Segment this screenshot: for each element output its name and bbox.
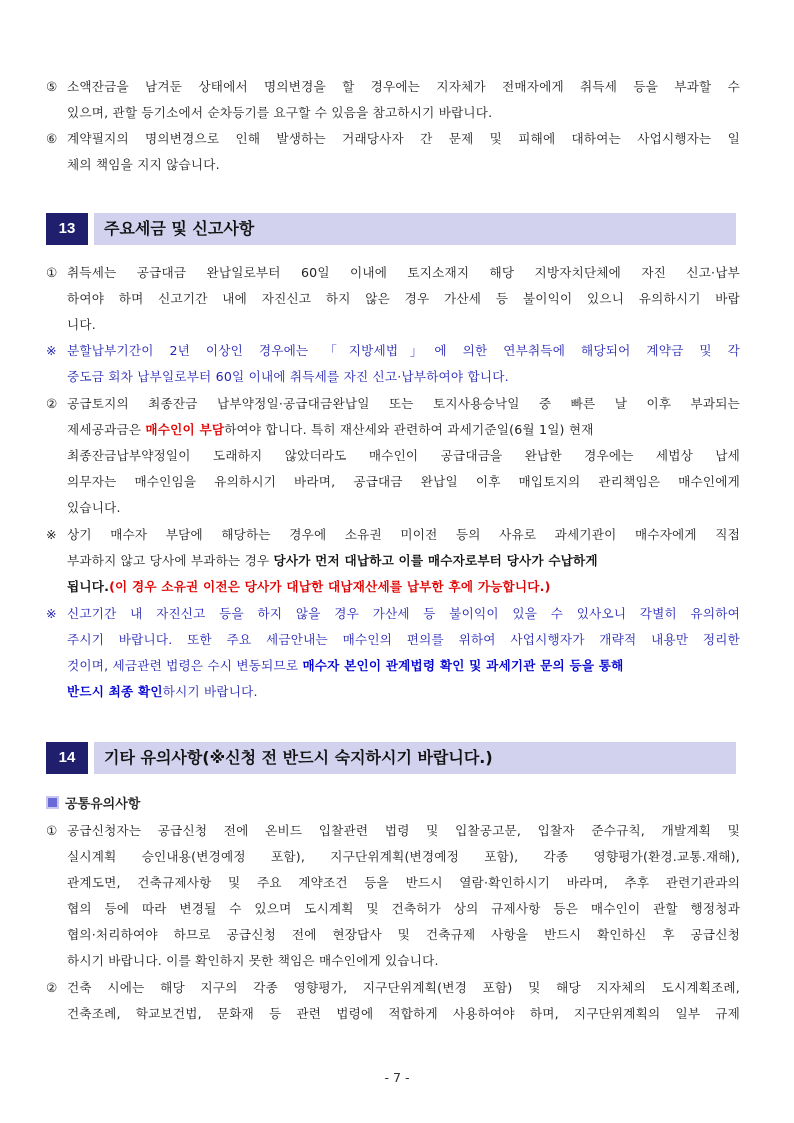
square-bullet-icon (46, 796, 59, 809)
item-text: 의무자는 매수인임을 유의하시기 바라며, 공급대금 완납일 이후 매입토지의 관리책임은 매수인에게 (67, 474, 740, 489)
note-text: 부과하지 않고 당사에 부과하는 경우 (67, 553, 274, 568)
item-mark: ① (46, 265, 58, 280)
item-text: 하여야 하며 신고기간 내에 자진신고 하지 않은 경우 가산세 등 불이익이 있으니 유의하시기 바랍 (67, 291, 740, 306)
item-text: 공급토지의 최종잔금 납부약정일·공급대금완납일 또는 토지사용승낙일 중 빠른 날 이후 부과되는 (67, 396, 740, 411)
item-text: 제세공과금은 (67, 422, 146, 437)
section-title: 주요세금 및 신고사항 (104, 219, 255, 238)
note-text-mixed (67, 552, 598, 570)
emphasis-text: 매수자 본인이 관계법령 확인 및 과세기관 문의 등을 통해 (302, 658, 624, 673)
note-text: 분할납부기간이 2년 이상인 경우에는 「지방세법」에 의한 연부취득에 해당되어 계약금 및 각 (67, 343, 740, 358)
item-text: 건축 시에는 해당 지구의 각종 영향평가, 지구단위계획(변경 포함) 및 해당 지자체의 도시계획조례, (67, 980, 740, 995)
item-text: 협의·처리하여야 하므로 공급신청 전에 현장답사 및 건축규제 사항을 반드시 확인하신 후 공급신청 (67, 927, 740, 942)
item-text: 하시기 바랍니다. 이를 확인하지 못한 책임은 매수인에게 있습니다. (67, 953, 439, 968)
emphasis-text: 당사가 먼저 대납하고 이를 매수자로부터 당사가 수납하게 (273, 553, 598, 568)
section-14-header (46, 742, 736, 774)
item-text: 체의 책임을 지지 않습니다. (67, 157, 220, 172)
item-text: 계약필지의 명의변경으로 인해 발생하는 거래당사자 간 문제 및 피해에 대하여는 사업시행자는 일 (67, 131, 740, 146)
section-number: 14 (46, 742, 88, 774)
item-mark: ⑤ (46, 79, 58, 94)
item-text: 있습니다. (67, 500, 121, 515)
note-mark: ※ (46, 606, 57, 621)
note-text-mixed (67, 683, 258, 701)
emphasis-text: 매수인이 부담 (145, 422, 225, 437)
item-text: 있으며, 관할 등기소에서 순차등기를 요구할 수 있음을 참고하시기 바랍니다. (67, 105, 493, 120)
item-text: 하여야 합니다. 특히 재산세와 관련하여 과세기준일(6월 1일) 현재 (224, 422, 594, 437)
item-text: 소액잔금을 남겨둔 상태에서 명의변경을 할 경우에는 지자체가 전매자에게 취득세 등을 부과할 수 (67, 79, 740, 94)
emphasis-text-red: (이 경우 소유권 이전은 당사가 대납한 대납재산세를 납부한 후에 가능합니다.) (109, 579, 551, 594)
emphasis-text: 반드시 최종 확인 (67, 684, 163, 699)
item-text: 실시계획 승인내용(변경예정 포함), 지구단위계획(변경예정 포함), 각종 영향평가(환경.교통.재해), (67, 849, 740, 864)
section-13-header (46, 213, 736, 245)
emphasis-text: 됩니다. (67, 579, 110, 594)
note-text: 신고기간 내 자진신고 등을 하지 않을 경우 가산세 등 불이익이 있을 수 있사오니 각별히 유의하여 (67, 606, 740, 621)
item-mark: ⑥ (46, 131, 58, 146)
item-text: 건축조례, 학교보건법, 문화재 등 관련 법령에 적합하게 사용하여야 하며, 지구단위계획의 일부 규제 (67, 1006, 740, 1021)
note-text-mixed (67, 578, 551, 596)
note-mark: ※ (46, 343, 57, 358)
item-mark: ② (46, 980, 58, 995)
note-text: 상기 매수자 부담에 해당하는 경우에 소유권 미이전 등의 사유로 과세기관이 매수자에게 직접 (67, 527, 740, 542)
section-title: 기타 유의사항(※신청 전 반드시 숙지하시기 바랍니다.) (104, 748, 493, 767)
item-text-mixed (67, 421, 594, 439)
item-text: 니다. (67, 317, 96, 332)
page-number: - 7 - (384, 1070, 410, 1085)
note-text: 것이며, 세금관련 법령은 수시 변동되므로 (67, 658, 303, 673)
item-text: 관계도면, 건축규제사항 및 주요 계약조건 등을 반드시 열람·확인하시기 바라며, 추후 관련기관과의 (67, 875, 740, 890)
item-text: 협의 등에 따라 변경될 수 있으며 도시계획 및 건축허가 상의 규제사항 등은 매수인이 관할 행정청과 (67, 901, 740, 916)
note-text-mixed (67, 657, 624, 675)
item-text: 공급신청자는 공급신청 전에 온비드 입찰관련 법령 및 입찰공고문, 입찰자 준수규칙, 개발계획 및 (67, 823, 740, 838)
item-text: 최종잔금납부약정일이 도래하지 않았더라도 매수인이 공급대금을 완납한 경우에는 세법상 납세 (67, 448, 740, 463)
subheading-text: 공통유의사항 (65, 797, 141, 812)
note-text: 중도금 회차 납부일로부터 60일 이내에 취득세를 자진 신고·납부하여야 합니다. (67, 369, 509, 384)
note-text: 주시기 바랍니다. 또한 주요 세금안내는 매수인의 편의를 위하여 사업시행자가 개략적 내용만 정리한 (67, 632, 740, 647)
section-number: 13 (46, 213, 88, 245)
item-mark: ② (46, 396, 58, 411)
item-mark: ① (46, 823, 58, 838)
note-text: 하시기 바랍니다. (162, 684, 258, 699)
item-text: 취득세는 공급대금 완납일로부터 60일 이내에 토지소재지 해당 지방자치단체에 자진 신고·납부 (67, 265, 740, 280)
subheading (46, 796, 140, 814)
note-mark: ※ (46, 527, 57, 542)
